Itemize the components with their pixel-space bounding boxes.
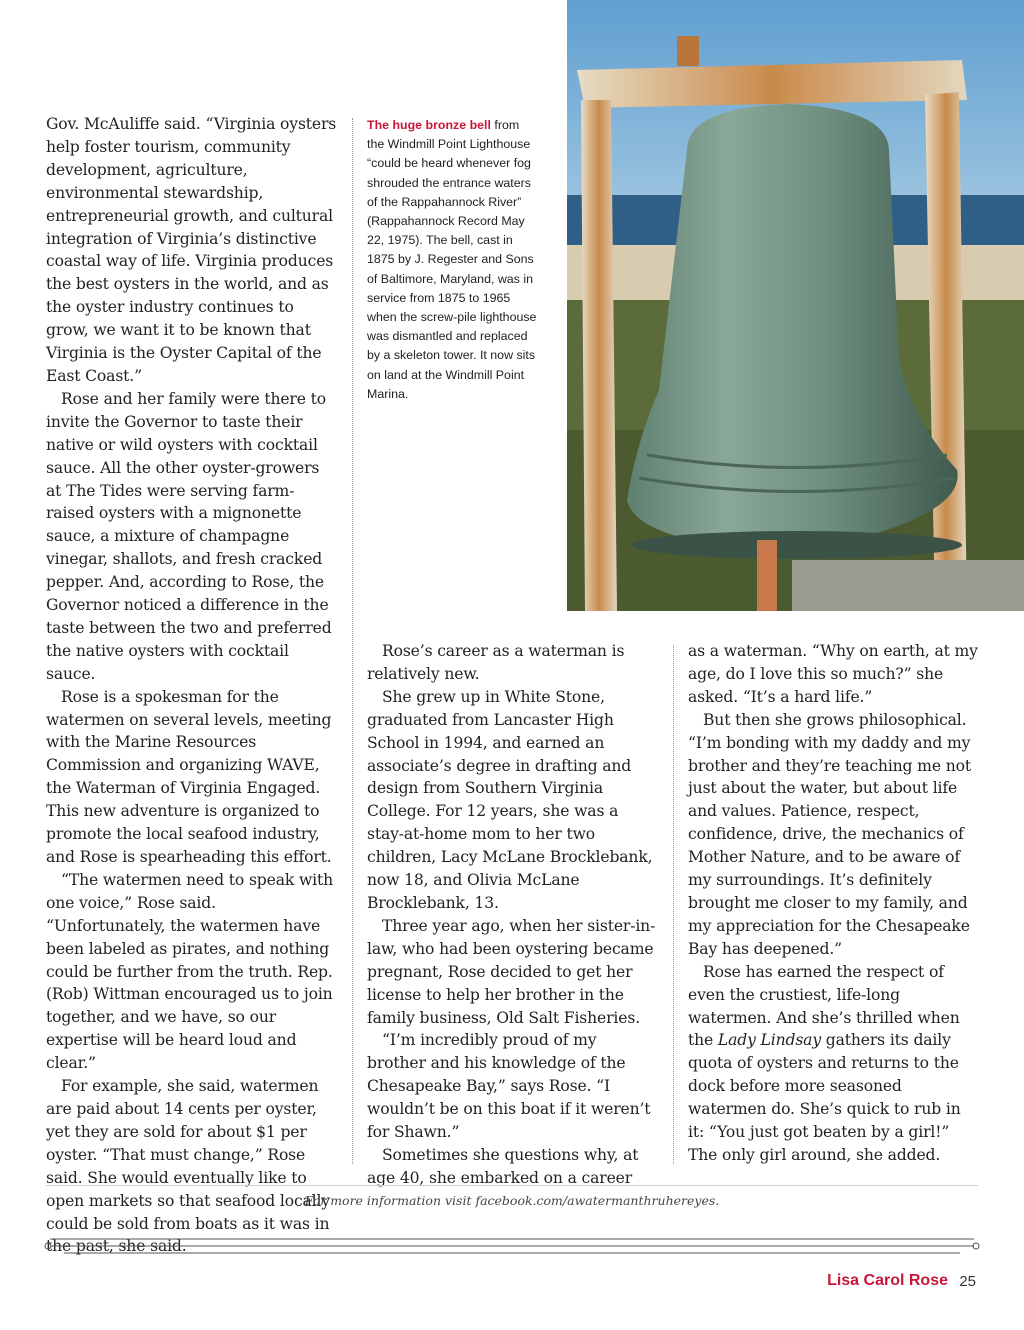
column-divider (352, 118, 353, 1164)
paragraph: Sometimes she questions why, at age 40, she embarked on a career (367, 1145, 639, 1187)
footer-name: Lisa Carol Rose (827, 1272, 948, 1289)
footer-rule (46, 1185, 978, 1186)
paragraph: Rose and her family were there to invite the Governor to taste their native or wild oysters with cocktail sauce. All the other oyster-growers at The Tides were serving farm-raised oysters with a mignonette sauce, a mixture of champagne vinegar, shallots, and fresh cracked pepper. And, according to Rose, the Governor noticed a difference in the taste between the two and preferred the native oysters with cocktail sauce. (46, 389, 332, 683)
paragraph: For example, she said, watermen are paid about 14 cents per oyster, yet they are sold for about $1 per oyster. “That must change,” Rose said. She would eventually like to open markets so that seafood locally could be sold from boats as it was in the past, she said. (46, 1077, 331, 1256)
paragraph: “I’m incredibly proud of my brother and his knowledge of the Chesapeake Bay,” says Rose. “I wouldn’t be on this boat if it weren’t for Shawn.” (367, 1031, 651, 1142)
more-info-note: For more information visit facebook.com/awatermanthruhereyes. (304, 1193, 720, 1208)
caption-body: from the Windmill Point Lighthouse “could be heard whenever fog shrouded the entrance waters of the Rappahannock River” (Rappahannock Record May 22, 1975). The bell, cast in 1875 by J. Regester and Sons of Baltimore, Maryland, was in service from 1875 to 1965 when the screw-pile lighthouse was dismantled and replaced by a skeleton tower. It now sits on land at the Windmill Point Marina. (367, 118, 537, 401)
column-divider (673, 645, 674, 1164)
paragraph: as a waterman. “Why on earth, at my age, do I love this so much?” she asked. “It’s a hard life.” (688, 642, 978, 706)
decorative-rule (44, 1236, 980, 1256)
article-column-3 (688, 640, 978, 1167)
paragraph: Three year ago, when her sister-in-law, who had been oystering became pregnant, Rose decided to get her license to help her brother in the family business, Old Salt Fisheries. (367, 916, 656, 1027)
article-column-2 (367, 640, 657, 1190)
paragraph: “The watermen need to speak with one voice,” Rose said. “Unfortunately, the watermen have been labeled as pirates, and nothing could be further from the truth. Rep. (Rob) Wittman encouraged us to join together, and we have, so our expertise will be heard loud and clear.” (46, 870, 334, 1073)
paragraph: Rose’s career as a waterman is relatively new. (367, 642, 625, 683)
text-run: gathers its daily quota of oysters and returns to the dock before more seasoned watermen do. She’s quick to rub in it: “You just got beaten by a girl!” The only girl around, she added. (688, 1031, 961, 1164)
paragraph: She grew up in White Stone, graduated from Lancaster High School in 1994, and earned an associate’s degree in drafting and design from Southern Virginia College. For 12 years, she was a stay-at-home mom to her two children, Lacy McLane Brocklebank, now 18, and Olivia McLane Brocklebank, 13. (367, 687, 653, 912)
boat-name: Lady Lindsay (717, 1031, 821, 1050)
caption-lead: The huge bronze bell (367, 118, 491, 132)
paragraph: Rose is a spokesman for the watermen on several levels, meeting with the Marine Resources Commission and organizing WAVE, the Waterman of Virginia Engaged. This new adventure is organized to promote the local seafood industry, and Rose is spearheading this effort. (46, 687, 332, 866)
bronze-bell-photo (567, 0, 1024, 611)
paragraph (688, 961, 978, 1167)
text-run: Rose has earned the respect of even the crustiest, life-long watermen. And she’s thrilled when the (688, 962, 960, 1050)
photo-caption (367, 116, 539, 404)
paragraph: But then she grows philosophical. “I’m bonding with my daddy and my brother and they’re teaching me not just about the water, but about life and values. Patience, respect, confidence, drive, the mechanics of Mother Nature, and to be aware of my surroundings. It’s definitely brought me closer to my family, and my appreciation for the Chesapeake Bay has deepened.” (688, 710, 971, 958)
article-column-1 (46, 113, 338, 1258)
page-number: 25 (959, 1273, 976, 1290)
paragraph: Gov. McAuliffe said. “Virginia oysters help foster tourism, community development, agriculture, environmental stewardship, entrepreneurial growth, and cultural integration of Virginia’s distinctive coastal way of life. Virginia produces the best oysters in the world, and as the oyster industry continues to grow, we want it to be known that Virginia is the Oyster Capital of the East Coast.” (46, 115, 337, 385)
